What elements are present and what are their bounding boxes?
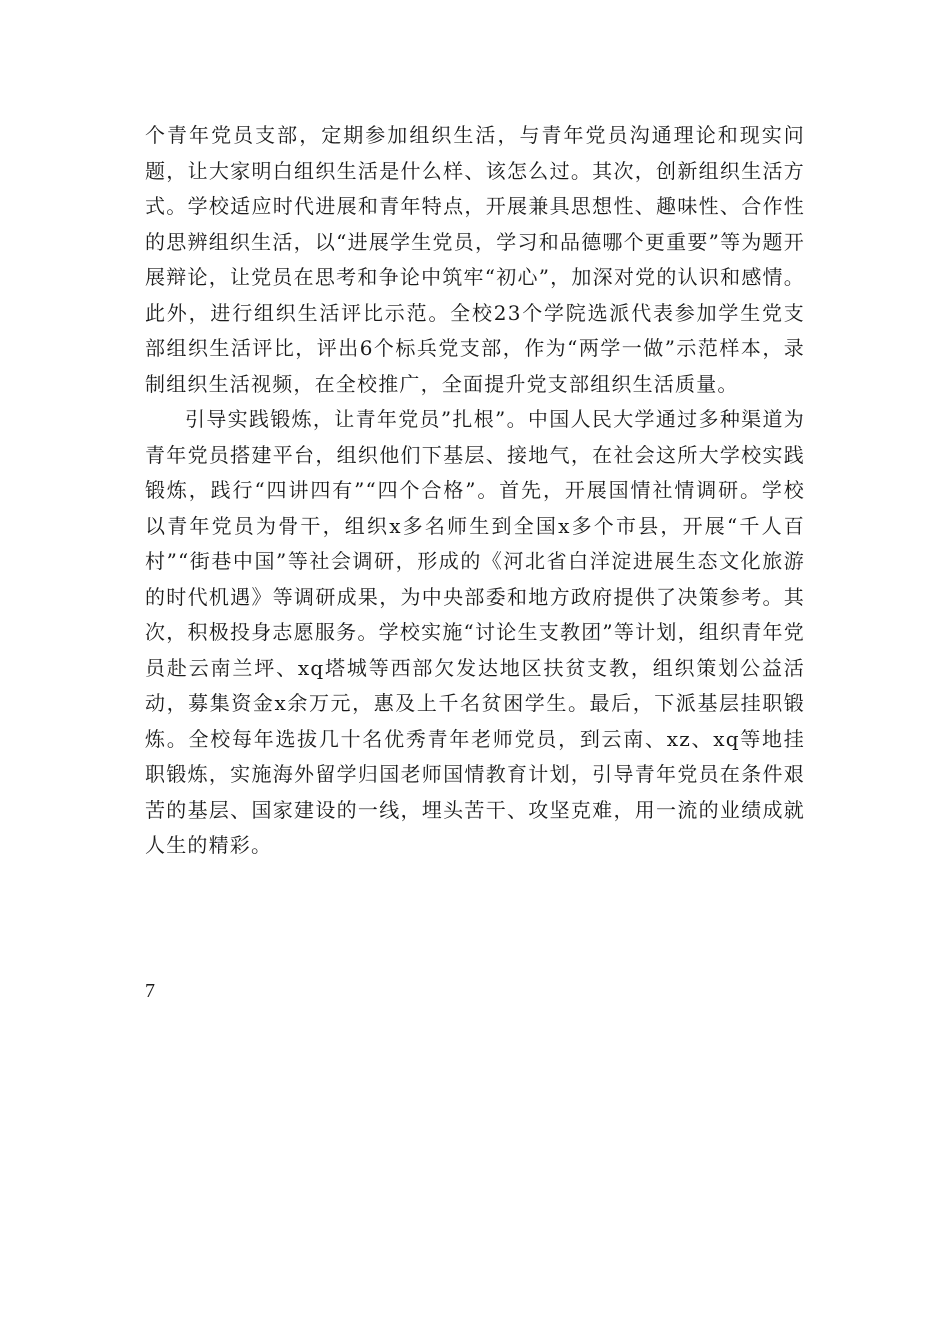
- document-body: [145, 118, 805, 864]
- paragraph-1: 个青年党员支部，定期参加组织生活，与青年党员沟通理论和现实问题，让大家明白组织生活是什么样、该怎么过。其次，创新组织生活方式。学校适应时代进展和青年特点，开展兼具思想性、趣味性、合作性的思辨组织生活，以“进展学生党员，学习和品德哪个更重要”等为题开展辩论，让党员在思考和争论中筑牢“初心”，加深对党的认识和感情。此外，进行组织生活评比示范。全校23个学院选派代表参加学生党支部组织生活评比，评出6个标兵党支部，作为“两学一做”示范样本，录制组织生活视频，在全校推广，全面提升党支部组织生活质量。: [145, 123, 805, 396]
- paragraph-2: 引导实践锻炼，让青年党员”扎根”。中国人民大学通过多种渠道为青年党员搭建平台，组织他们下基层、接地气，在社会这所大学校实践锻炼，践行“四讲四有”“四个合格”。首先，开展国情社情调研。学校以青年党员为骨干，组织x多名师生到全国x多个市县，开展“千人百村”“街巷中国”等社会调研，形成的《河北省白洋淀进展生态文化旅游的时代机遇》等调研成果，为中央部委和地方政府提供了决策参考。其次，积极投身志愿服务。学校实施“讨论生支教团”等计划，组织青年党员赴云南兰坪、xq塔城等西部欠发达地区扶贫支教，组织策划公益活动，募集资金x余万元，惠及上千名贫困学生。最后，下派基层挂职锻炼。全校每年选拔几十名优秀青年老师党员，到云南、xz、xq等地挂职锻炼，实施海外留学归国老师国情教育计划，引导青年党员在条件艰苦的基层、国家建设的一线，埋头苦干、攻坚克难，用一流的业绩成就人生的精彩。: [145, 407, 805, 857]
- page-number: 7: [145, 980, 155, 1002]
